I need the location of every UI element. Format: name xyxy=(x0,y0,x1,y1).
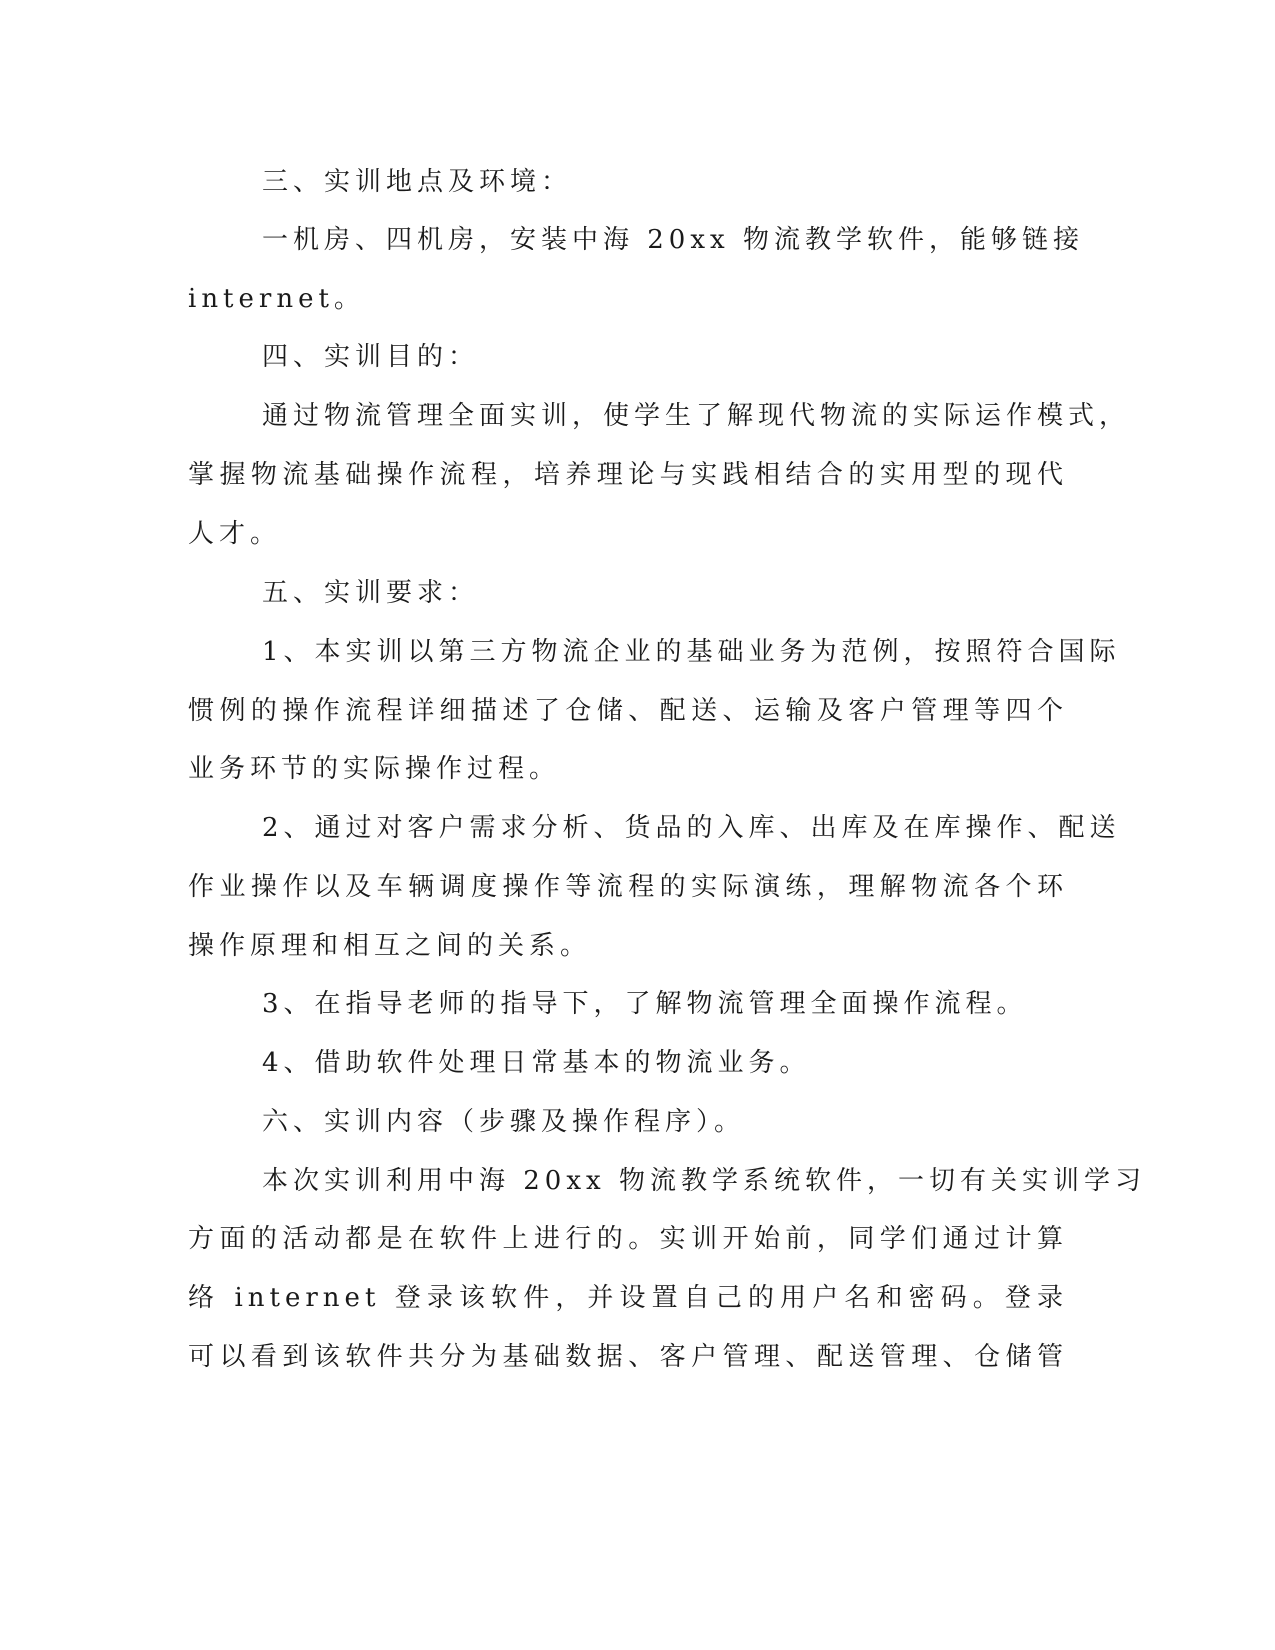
paragraph-line: 一机房、四机房，安装中海 20xx 物流教学软件，能够链接 xyxy=(262,225,1084,255)
paragraph-line: 通过物流管理全面实训，使学生了解现代物流的实际运作模式， xyxy=(262,401,1131,431)
paragraph-line: 人才。 xyxy=(188,519,282,549)
paragraph-line: 操作原理和相互之间的关系。 xyxy=(188,931,592,961)
paragraph-line: 业务环节的实际操作过程。 xyxy=(188,754,561,784)
paragraph-line: 方面的活动都是在软件上进行的。实训开始前，同学们通过计算 xyxy=(188,1224,1068,1254)
paragraph-line: 惯例的操作流程详细描述了仓储、配送、运输及客户管理等四个 xyxy=(188,696,1068,726)
paragraph-line: 本次实训利用中海 20xx 物流教学系统软件，一切有关实训学习 xyxy=(262,1166,1146,1196)
paragraph-line: internet。 xyxy=(188,284,365,314)
paragraph-line: 1、本实训以第三方物流企业的基础业务为范例，按照符合国际 xyxy=(262,637,1121,667)
heading-requirements: 五、实训要求： xyxy=(262,578,480,608)
paragraph-line: 2、通过对客户需求分析、货品的入库、出库及在库操作、配送 xyxy=(262,813,1121,843)
paragraph-line: 3、在指导老师的指导下，了解物流管理全面操作流程。 xyxy=(262,989,1028,1019)
paragraph-line: 可以看到该软件共分为基础数据、客户管理、配送管理、仓储管 xyxy=(188,1342,1068,1372)
paragraph-line: 作业操作以及车辆调度操作等流程的实际演练，理解物流各个环 xyxy=(188,872,1068,902)
heading-content: 六、实训内容（步骤及操作程序）。 xyxy=(262,1107,746,1137)
heading-location: 三、实训地点及环境： xyxy=(262,167,573,197)
paragraph-line: 络 internet 登录该软件，并设置自己的用户名和密码。登录 xyxy=(188,1283,1068,1313)
heading-purpose: 四、实训目的： xyxy=(262,342,480,372)
paragraph-line: 掌握物流基础操作流程，培养理论与实践相结合的实用型的现代 xyxy=(188,460,1068,490)
paragraph-line: 4、借助软件处理日常基本的物流业务。 xyxy=(262,1048,811,1078)
